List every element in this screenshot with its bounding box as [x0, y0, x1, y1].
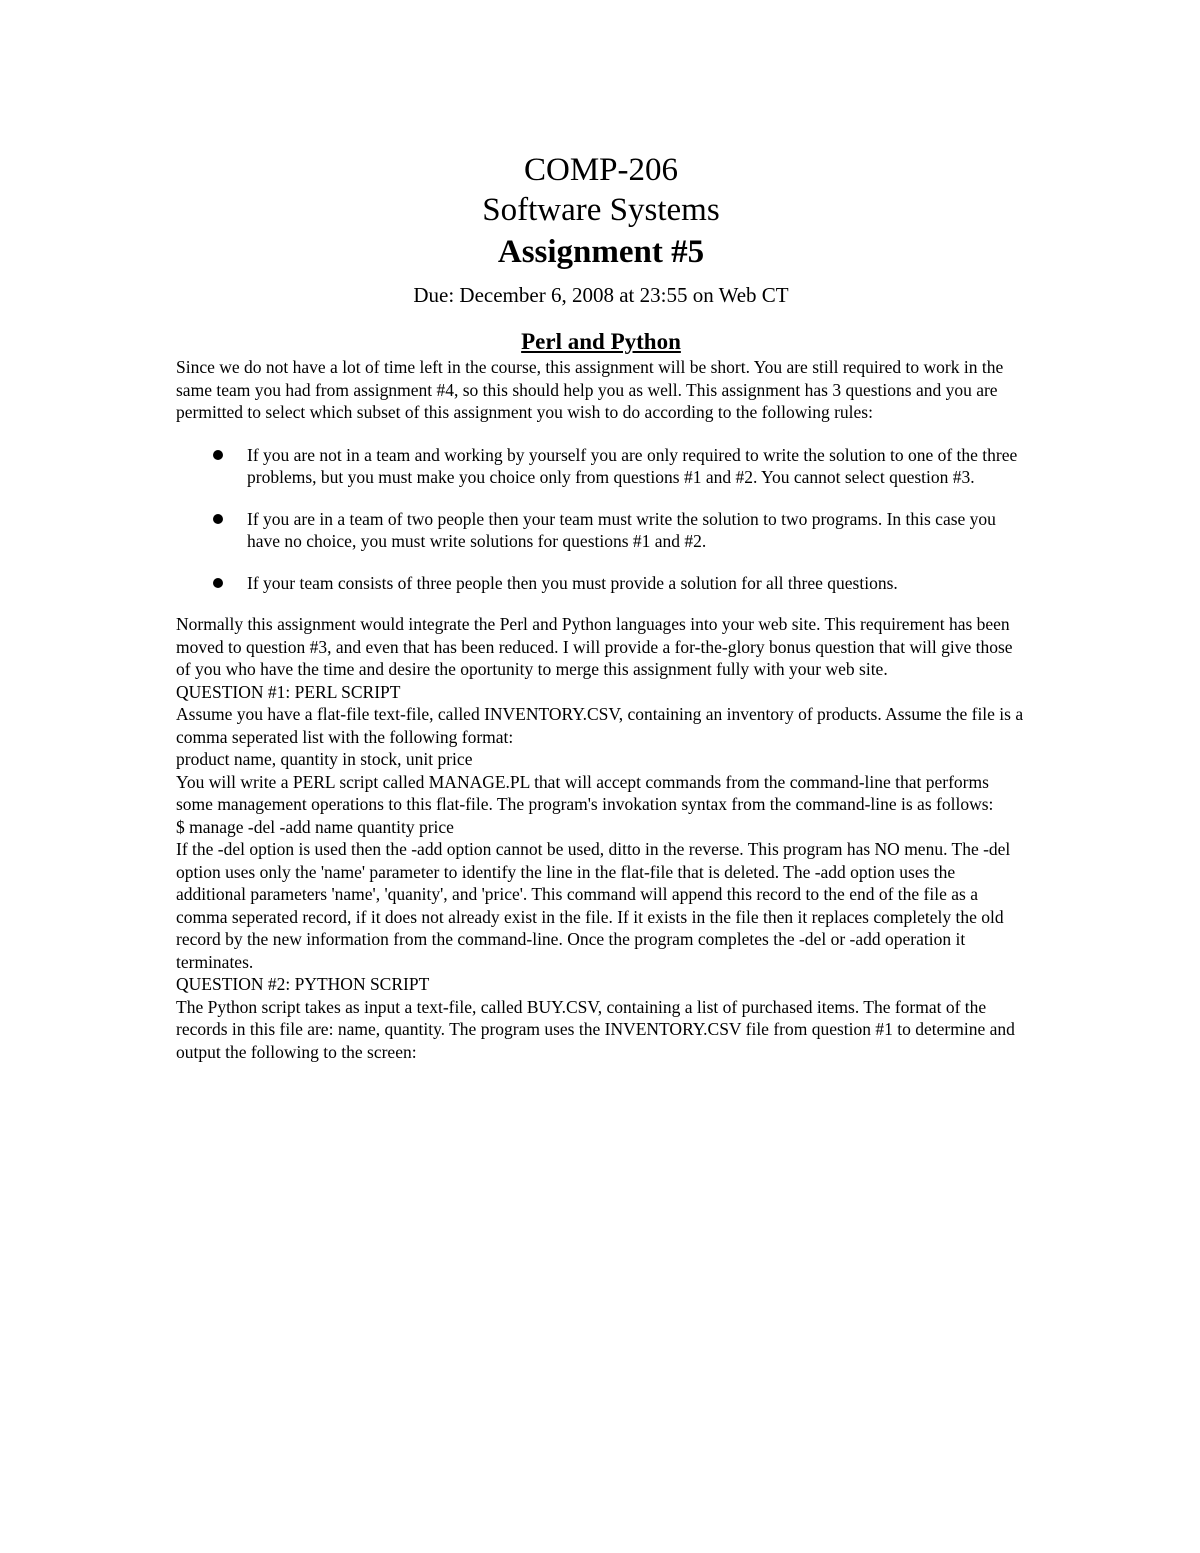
- integration-paragraph: Normally this assignment would integrate the Perl and Python languages into your web site. This requirement has been moved to question #3, and even that has been reduced. I will provide a for-the-glory bonus question that will give those of you who have the time and desire the oportunity to merge this assignment fully with your web site.: [176, 614, 1013, 679]
- bullet-icon: [213, 578, 223, 588]
- course-name: Software Systems: [482, 192, 720, 228]
- question1-paragraph-1: Assume you have a flat-file text-file, called INVENTORY.CSV, containing an inventory of products. Assume the file is a comma seperated list with the following format:: [176, 704, 1024, 747]
- assignment-title: Assignment #5: [497, 234, 705, 270]
- document-page: [176, 150, 1026, 1063]
- due-date: Due: December 6, 2008 at 23:55 on Web CT: [413, 283, 789, 307]
- bullet-icon: [213, 450, 223, 460]
- question1-heading: QUESTION #1: PERL SCRIPT: [176, 681, 401, 702]
- question2-paragraph-1: The Python script takes as input a text-file, called BUY.CSV, containing a list of purchased items. The format of the records in this file are: name, quantity. The program uses the INVENTORY.CSV file from question #1 to determine and output the following to the screen:: [176, 996, 1015, 1062]
- rules-list: [176, 444, 1026, 595]
- intro-paragraph: Since we do not have a lot of time left in the course, this assignment will be short. You are still required to work in the same team you had from assignment #4, so this should help you as well. This assignment has 3 questions and you are permitted to select which subset of this assignment you wish to do according to the following rules:: [176, 357, 1004, 422]
- section-title: Perl and Python: [521, 329, 681, 354]
- question1-paragraph-3: If the -del option is used then the -add option cannot be used, ditto in the reverse. This program has NO menu. The -del option uses only the 'name' parameter to identify the line in the flat-file that is deleted. The -add option uses the additional parameters 'name', 'quanity', and 'price'. This command will append this record to the end of the file as a comma seperated record, if it does not already exist in the file. If it exists in the file then it replaces completely the old record by the new information from the command-line. Once the program completes the -del or -add operation it terminates.: [176, 839, 1011, 972]
- question2-heading: QUESTION #2: PYTHON SCRIPT: [176, 974, 430, 994]
- rule-item: [176, 572, 1026, 595]
- bullet-icon: [213, 514, 223, 524]
- rule-text: If your team consists of three people then you must provide a solution for all three questions.: [247, 572, 898, 593]
- rule-text: If you are not in a team and working by yourself you are only required to write the solution to one of the three problems, but you must make you choice only from questions #1 and #2. You cannot select question #3.: [247, 444, 1018, 487]
- rule-item: [176, 444, 1026, 489]
- document-header: [176, 150, 1026, 356]
- question1-format: product name, quantity in stock, unit price: [176, 749, 473, 769]
- rule-item: [176, 508, 1026, 553]
- course-code: COMP-206: [523, 152, 679, 188]
- rule-text: If you are in a team of two people then your team must write the solution to two programs. In this case you have no choice, you must write solutions for questions #1 and #2.: [247, 508, 996, 551]
- question1-paragraph-2: You will write a PERL script called MANAGE.PL that will accept commands from the command-line that performs some management operations to this flat-file. The program's invokation syntax from the command-line is as follows:: [176, 771, 994, 814]
- question1-syntax: $ manage -del -add name quantity price: [176, 816, 454, 837]
